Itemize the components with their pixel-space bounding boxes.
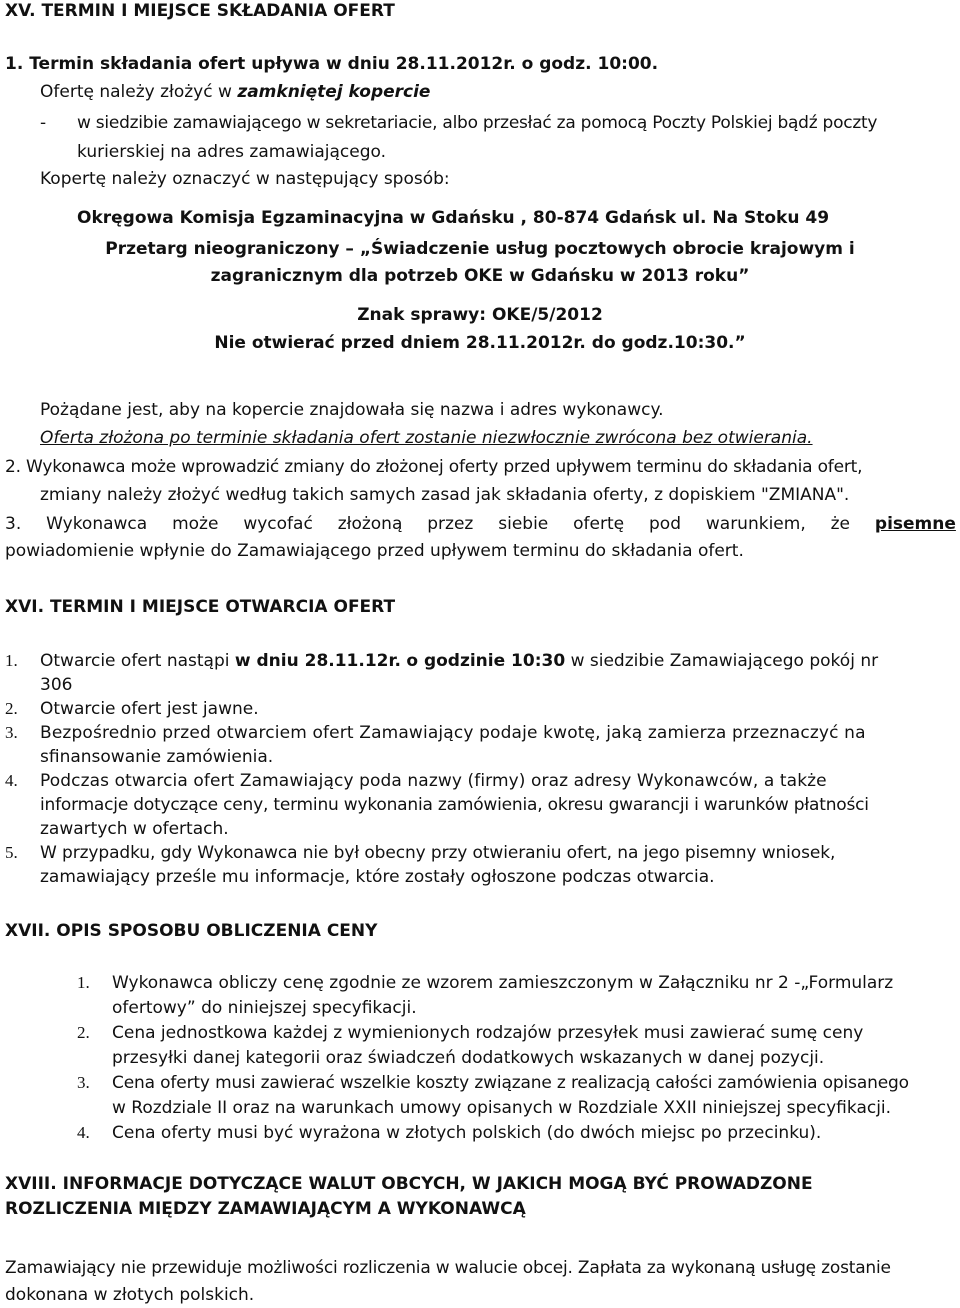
budget-announcement-item: Bezpośrednio przed otwarciem ofert Zamawiający podaje kwotę, jaką zamierza przeznaczyć na bbox=[40, 723, 866, 743]
price-calculation-item-cont: ofertowy” do niniejszej specyfikacji. bbox=[112, 998, 417, 1018]
envelope-address: Okręgowa Komisja Egzaminacyjna w Gdańsku , 80-874 Gdańsk ul. Na Stoku 49 bbox=[77, 208, 830, 228]
opening-room-number: 306 bbox=[40, 675, 73, 695]
envelope-marking-intro: Kopertę należy oznaczyć w następujący sposób: bbox=[40, 169, 450, 189]
written-emphasis: pisemne bbox=[874, 514, 956, 534]
list-number: 4. bbox=[5, 771, 18, 790]
list-number: 2. bbox=[5, 699, 18, 718]
opening-date-item bbox=[40, 650, 878, 672]
total-cost-item-cont: w Rozdziale II oraz na warunkach umowy opisanych w Rozdziale XXII niniejszej specyfikacji. bbox=[112, 1098, 892, 1118]
list-number: 4. bbox=[77, 1123, 90, 1142]
envelope-instruction-text: Ofertę należy złożyć w bbox=[40, 82, 238, 102]
deadline-paragraph: 1. Termin składania ofert upływa w dniu 28.11.2012r. o godz. 10:00. bbox=[5, 54, 659, 74]
list-number: 3. bbox=[77, 1073, 90, 1092]
word: siebie bbox=[498, 514, 549, 534]
opening-date: w dniu 28.11.12r. bbox=[234, 651, 401, 671]
word: ofertę bbox=[573, 514, 625, 534]
word: wycofać bbox=[243, 514, 313, 534]
late-offer-notice: Oferta złożona po terminie składania ofert zostanie niezwłocznie zwrócona bez otwierania. bbox=[40, 428, 813, 448]
opening-date-text: Otwarcie ofert nastąpi bbox=[40, 651, 235, 671]
word: warunkiem, bbox=[705, 514, 806, 534]
list-number: 1. bbox=[5, 651, 18, 670]
unit-price-item: Cena jednostkowa każdej z wymienionych rodzajów przesyłek musi zawierać sumę ceny bbox=[112, 1023, 864, 1043]
envelope-tender-title: Przetarg nieograniczony – „Świadczenie usług pocztowych obrocie krajowym i bbox=[105, 239, 855, 259]
unit-price-item-cont: przesyłki danej kategorii oraz świadczeń dodatkowych wskazanych w danej pozycji. bbox=[112, 1048, 825, 1068]
list-number: 2. bbox=[77, 1023, 90, 1042]
word: może bbox=[172, 514, 219, 534]
contractor-address-note: Pożądane jest, aby na kopercie znajdowała się nazwa i adres wykonawcy. bbox=[40, 400, 664, 420]
list-number: 5. bbox=[5, 843, 18, 862]
opening-time: o godzinie 10:30 bbox=[406, 651, 566, 671]
currency-format-item: Cena oferty musi być wyrażona w złotych polskich (do dwóch miejsc po przecinku). bbox=[112, 1123, 822, 1143]
offer-withdrawal-paragraph-cont: powiadomienie wpłynie do Zamawiającego przed upływem terminu do składania ofert. bbox=[5, 541, 744, 561]
section-heading-xvii: XVII. OPIS SPOSOBU OBLICZENIA CENY bbox=[5, 921, 378, 941]
envelope-tender-title-cont: zagranicznym dla potrzeb OKE w Gdańsku w 2013 roku” bbox=[210, 266, 750, 286]
section-heading-xv: XV. TERMIN I MIEJSCE SKŁADANIA OFERT bbox=[5, 1, 395, 21]
case-reference: Znak sprawy: OKE/5/2012 bbox=[357, 305, 603, 325]
section-heading-xviii-cont: ROZLICZENIA MIĘDZY ZAMAWIAJĄCYM A WYKONAWCĄ bbox=[5, 1199, 526, 1219]
offer-withdrawal-paragraph bbox=[5, 513, 956, 535]
absent-contractor-item-cont: zamawiający prześle mu informacje, które zostały ogłoszone podczas otwarcia. bbox=[40, 867, 715, 887]
foreign-currency-paragraph: Zamawiający nie przewiduje możliwości rozliczenia w walucie obcej. Zapłata za wykonaną usługę zostanie bbox=[5, 1258, 891, 1278]
do-not-open-notice: Nie otwierać przed dniem 28.11.2012r. do godz.10:30.” bbox=[214, 333, 746, 353]
absent-contractor-item: W przypadku, gdy Wykonawca nie był obecny przy otwieraniu ofert, na jego pisemny wniosek, bbox=[40, 843, 836, 863]
delivery-option-text: w siedzibie zamawiającego w sekretariacie, albo przesłać za pomocą Poczty Polskiej bądź poczty bbox=[77, 113, 878, 133]
list-number: 3. bbox=[5, 723, 18, 742]
closed-envelope-emphasis: zamkniętej kopercie bbox=[237, 82, 431, 102]
budget-announcement-item-cont: sfinansowanie zamówienia. bbox=[40, 747, 274, 767]
total-cost-item: Cena oferty musi zawierać wszelkie koszty związane z realizacją całości zamówienia opisanego bbox=[112, 1073, 909, 1093]
section-heading-xviii: XVIII. INFORMACJE DOTYCZĄCE WALUT OBCYCH, W JAKICH MOGĄ BYĆ PROWADZONE bbox=[5, 1174, 813, 1194]
list-number: 1. bbox=[77, 973, 90, 992]
price-calculation-item: Wykonawca obliczy cenę zgodnie ze wzorem zamieszczonym w Załączniku nr 2 -„Formularz bbox=[112, 973, 894, 993]
delivery-option-text-cont: kurierskiej na adres zamawiającego. bbox=[77, 142, 387, 162]
word: Wykonawca bbox=[46, 514, 148, 534]
opening-disclosure-item-cont: informacje dotyczące ceny, terminu wykonania zamówienia, okresu gwarancji i warunków płatności bbox=[40, 795, 869, 815]
foreign-currency-paragraph-cont: dokonana w złotych polskich. bbox=[5, 1285, 255, 1305]
opening-disclosure-item: Podczas otwarcia ofert Zamawiający poda nazwy (firmy) oraz adresy Wykonawców, a także bbox=[40, 771, 827, 791]
word: przez bbox=[427, 514, 474, 534]
opening-location: w siedzibie Zamawiającego pokój nr bbox=[565, 651, 879, 671]
list-dash: - bbox=[40, 113, 47, 133]
offer-changes-paragraph-cont: zmiany należy złożyć według takich samych zasad jak składania oferty, z dopiskiem "ZMIANA". bbox=[40, 485, 850, 505]
offer-changes-paragraph: 2. Wykonawca może wprowadzić zmiany do złożonej oferty przed upływem terminu do składania ofert, bbox=[5, 457, 863, 477]
public-opening-item: Otwarcie ofert jest jawne. bbox=[40, 699, 259, 719]
word: pod bbox=[649, 514, 681, 534]
word: 3. bbox=[5, 514, 22, 534]
envelope-instruction bbox=[40, 81, 430, 103]
word: że bbox=[830, 514, 851, 534]
word: złożoną bbox=[337, 514, 403, 534]
section-heading-xvi: XVI. TERMIN I MIEJSCE OTWARCIA OFERT bbox=[5, 597, 396, 617]
opening-disclosure-item-end: zawartych w ofertach. bbox=[40, 819, 229, 839]
